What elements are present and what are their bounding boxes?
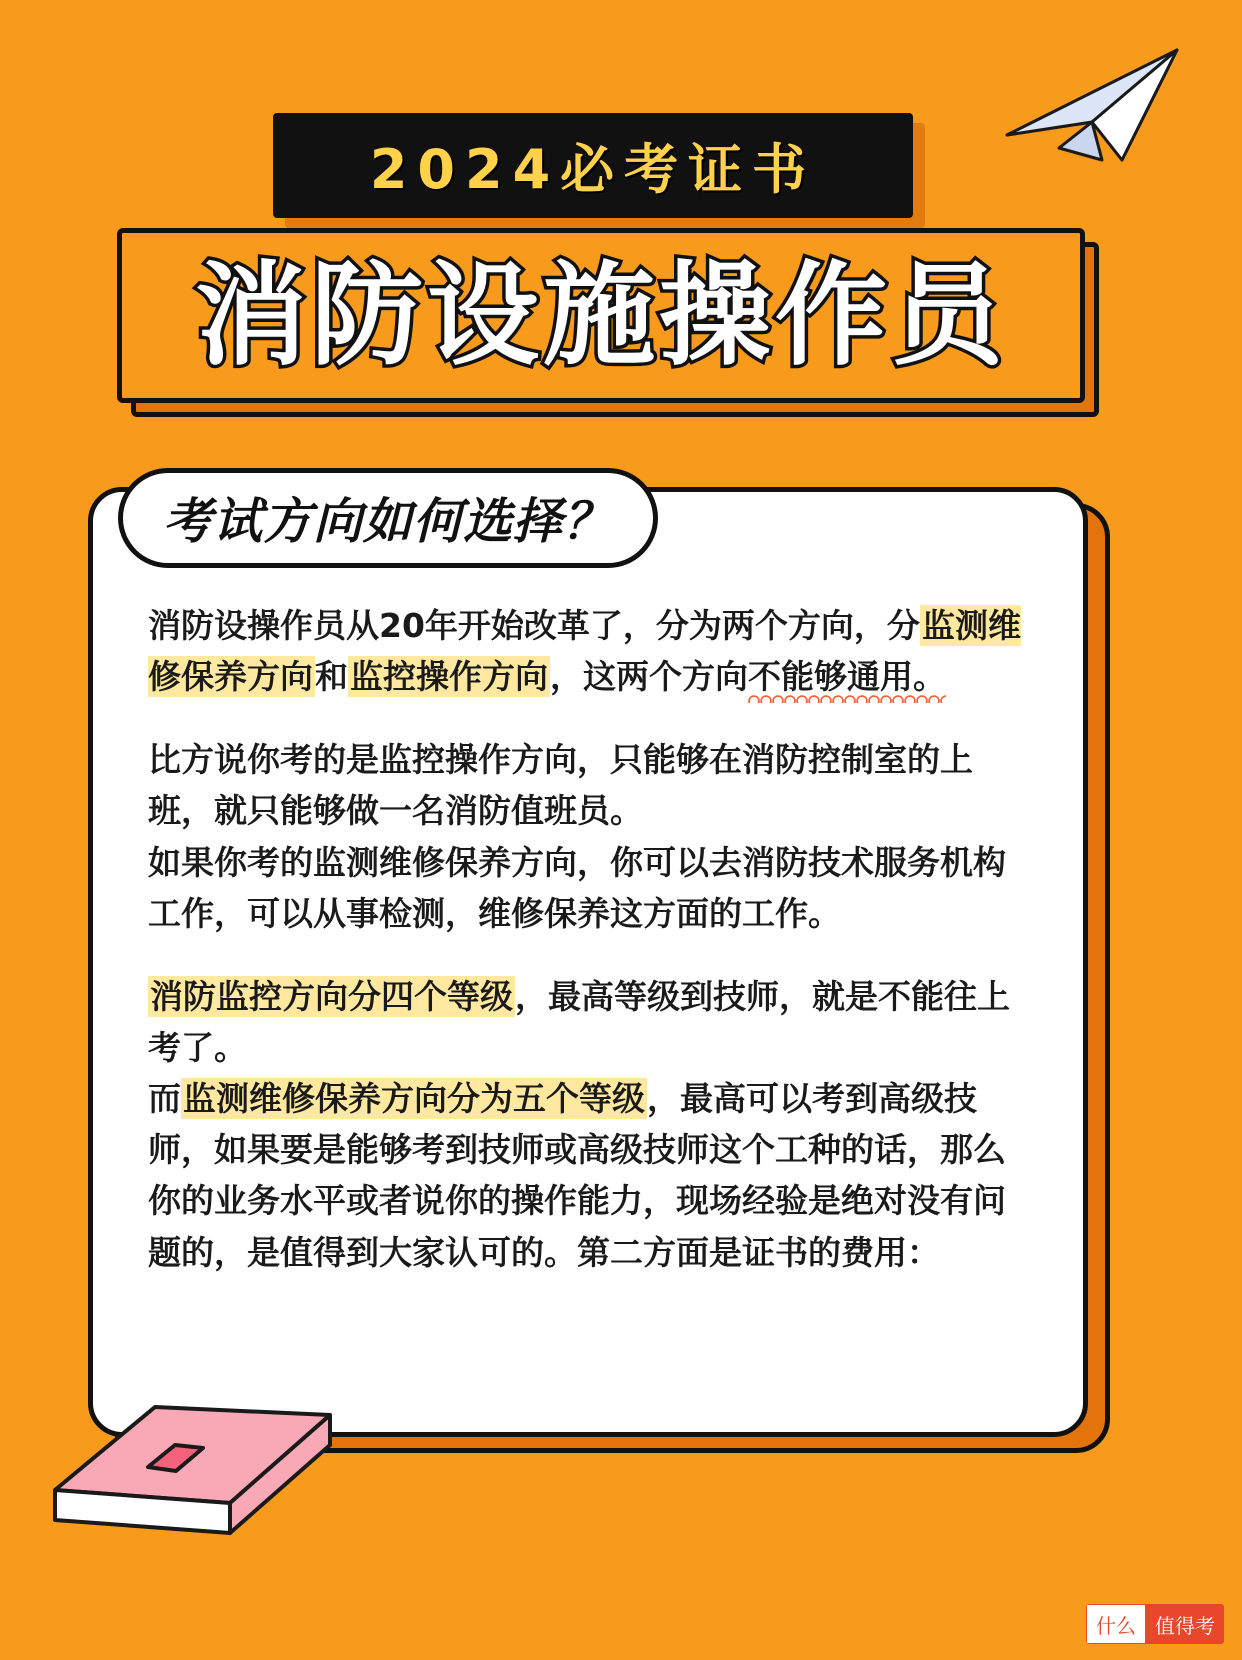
highlight-segment: 监控操作方向 — [350, 657, 548, 697]
paragraph-2 — [148, 734, 1028, 836]
badge-label: 2024必考证书 — [369, 138, 817, 201]
text-segment: ，这两个方向 — [550, 657, 748, 697]
text-segment: ，最高等级到技师，就是不能往上考了。 — [148, 976, 1010, 1067]
watermark-left: 什么 — [1086, 1604, 1146, 1644]
article-body — [148, 600, 1028, 1310]
section-heading-label: 考试方向如何选择？ — [163, 493, 614, 550]
title-box — [117, 228, 1085, 403]
main-title — [117, 228, 1085, 403]
paragraph-4 — [148, 971, 1028, 1073]
paper-plane-icon — [997, 40, 1187, 170]
paragraph-5 — [148, 1073, 1028, 1278]
watermark — [1086, 1604, 1224, 1644]
section-heading-box — [118, 468, 658, 568]
text-segment: ，最高可以考到高级技师，如果要是能够考到技师或高级技师这个工种的话，那么你的业务水平或者说你的操作能力，现场经验是绝对没有问题的，是值得到大家认可的。第二方面是证书的费用： — [148, 1079, 1006, 1272]
section-heading-pill — [118, 468, 658, 568]
highlight-segment: 消防监控方向分四个等级 — [150, 976, 513, 1016]
wavy-underline-segment: 不能够通用。 — [748, 657, 946, 707]
paragraph-3 — [148, 837, 1028, 939]
paragraph-1 — [148, 600, 1028, 702]
highlight-segment: 监测维修保养方向分为五个等级 — [183, 1079, 645, 1119]
text-segment: 比方说你考的是监控操作方向，只能够在消防控制室的上班，就只能够做一名消防值班员。 — [148, 740, 973, 831]
page-title: 消防设施操作员 — [195, 250, 1007, 381]
highlight-segment: 监测维修保养方向 — [148, 606, 1021, 697]
badge-box — [273, 113, 913, 218]
book-illustration-icon — [40, 1355, 340, 1555]
text-segment: 如果你考的监测维修保养方向，你可以去消防技术服务机构工作，可以从事检测，维修保养这方面的工作。 — [148, 842, 1006, 933]
text-segment: 和 — [315, 657, 348, 697]
text-segment: 而 — [148, 1079, 181, 1119]
watermark-right: 值得考 — [1146, 1604, 1224, 1644]
text-segment: 消防设操作员从20年开始改革了，分为两个方向，分 — [148, 606, 920, 645]
badge-2024 — [273, 113, 913, 218]
